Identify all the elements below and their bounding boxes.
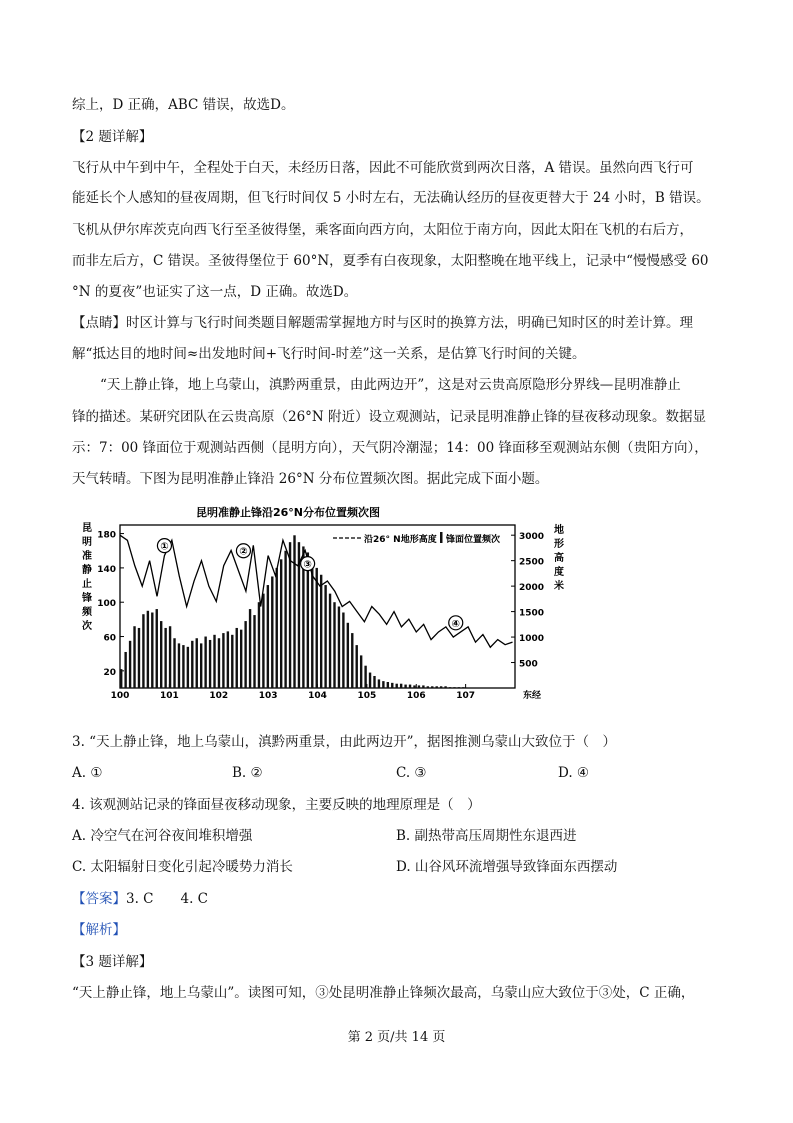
right-tick-label: 500 bbox=[519, 659, 538, 670]
frequency-bar bbox=[267, 585, 269, 688]
text-line: 综上，D 正确，ABC 错误，故选D。 bbox=[72, 97, 295, 113]
frequency-bar bbox=[329, 594, 331, 688]
location-marker-label: ② bbox=[239, 546, 248, 558]
frequency-bar bbox=[249, 609, 251, 688]
frequency-bar bbox=[333, 602, 335, 688]
question-4-stem: 4. 该观测站记录的锋面昼夜移动现象，主要反映的地理原理是（ ） bbox=[72, 797, 481, 813]
x-tick-label: 106 bbox=[406, 691, 426, 701]
frequency-bar bbox=[396, 684, 398, 688]
frequency-bar bbox=[409, 685, 411, 688]
frequency-bar bbox=[458, 687, 460, 688]
right-axis-label-char: 米 bbox=[554, 581, 564, 592]
frequency-bar bbox=[338, 607, 340, 689]
frequency-bar bbox=[449, 687, 451, 688]
q3-option-b[interactable]: B. ② bbox=[232, 765, 263, 781]
frequency-bar bbox=[142, 614, 144, 688]
frequency-bar bbox=[342, 613, 344, 688]
frequency-bar bbox=[351, 633, 353, 688]
frequency-bar bbox=[124, 652, 126, 688]
frequency-bar bbox=[169, 626, 171, 688]
frequency-bar bbox=[253, 615, 255, 688]
left-axis-label-char: 明 bbox=[82, 537, 92, 548]
frequency-bar bbox=[360, 655, 362, 688]
section-heading: 【2 题详解】 bbox=[72, 129, 153, 145]
left-axis-label-char: 止 bbox=[82, 579, 92, 590]
x-tick-label: 103 bbox=[258, 691, 278, 701]
right-tick-label: 1500 bbox=[519, 608, 545, 619]
x-tick-label: 100 bbox=[110, 691, 130, 701]
left-tick-label: 100 bbox=[97, 599, 116, 610]
frequency-bar bbox=[378, 679, 380, 688]
frequency-bar bbox=[391, 683, 393, 688]
frequency-bar bbox=[178, 643, 180, 688]
answer-line bbox=[72, 890, 208, 908]
tip-line: 【点睛】时区计算与飞行时间类题目解题需掌握地方时与区时的换算方法，明确已知时区的时差计算。理 bbox=[72, 315, 693, 331]
frequency-bar bbox=[453, 687, 455, 688]
left-axis-label-char: 静 bbox=[82, 565, 92, 576]
frequency-bar bbox=[444, 686, 446, 688]
frequency-bar bbox=[262, 594, 264, 688]
frequency-bar bbox=[404, 685, 406, 688]
frequency-bar bbox=[160, 621, 162, 688]
frequency-bar bbox=[227, 631, 229, 688]
text-line: 示：7：00 锋面位于观测站西侧（昆明方向），天气阴冷潮湿；14：00 锋面移至观测站东侧（贵阳方向）， bbox=[72, 440, 708, 456]
frequency-bar bbox=[382, 681, 384, 688]
frequency-bar bbox=[373, 676, 375, 688]
left-tick-label: 20 bbox=[103, 667, 116, 678]
answer-text: 3. C 4. C bbox=[126, 891, 209, 907]
right-axis-label-char: 地 bbox=[554, 525, 564, 536]
left-axis-label-char: 次 bbox=[82, 621, 92, 632]
q3-option-a[interactable]: A. ① bbox=[72, 765, 103, 781]
x-tick-label: 107 bbox=[456, 691, 476, 701]
text-line: 飞机从伊尔库茨克向西飞行至圣彼得堡，乘客面向西方向，太阳位于南方向，因此太阳在飞机的右后方， bbox=[72, 222, 693, 238]
frequency-bar bbox=[311, 559, 313, 688]
frequency-bar bbox=[364, 666, 366, 688]
text-line: “天上静止锋，地上乌蒙山，滇黔两重景，由此两边开”，这是对云贵高原隐形分界线—昆明准静止 bbox=[100, 377, 681, 393]
text-line: 而非左后方，C 错误。圣彼得堡位于 60°N，夏季有白夜现象，太阳整晚在地平线上，记录中“慢慢感受 60 bbox=[72, 253, 709, 269]
frequency-bar bbox=[316, 568, 318, 688]
answer-tag: 【答案】 bbox=[72, 891, 126, 907]
frequency-bar bbox=[196, 638, 198, 688]
right-axis-label-char: 度 bbox=[554, 567, 564, 578]
legend-terrain-label: 沿26° N地形高度 bbox=[364, 535, 437, 545]
right-tick-label: 1000 bbox=[519, 634, 545, 645]
question-3-stem: 3. “天上静止锋，地上乌蒙山，滇黔两重景，由此两边开”，据图推测乌蒙山大致位于（ ） bbox=[72, 734, 616, 750]
frequency-bar bbox=[289, 542, 291, 688]
frequency-bar bbox=[324, 585, 326, 688]
frequency-bar bbox=[244, 621, 246, 688]
text-line: 能延长个人感知的昼夜周期，但飞行时间仅 5 小时左右，无法确认经历的昼夜更替大于 24 小时，B 错误。 bbox=[72, 190, 710, 206]
frequency-bar bbox=[440, 686, 442, 688]
q4-option-c[interactable]: C. 太阳辐射日变化引起冷暖势力消长 bbox=[72, 859, 293, 875]
x-tick-label: 105 bbox=[357, 691, 377, 701]
frequency-bar bbox=[347, 623, 349, 688]
frequency-bar bbox=[258, 602, 260, 688]
right-tick-label: 2500 bbox=[519, 557, 545, 568]
chart-title: 昆明准静止锋沿26°N分布位置频次图 bbox=[195, 506, 381, 519]
frequency-bar bbox=[431, 686, 433, 688]
right-tick-label: 3000 bbox=[519, 532, 545, 543]
left-axis-label-char: 频 bbox=[82, 607, 92, 618]
right-axis-label-char: 形 bbox=[554, 539, 564, 550]
frequency-bar bbox=[307, 552, 309, 688]
q4-option-a[interactable]: A. 冷空气在河谷夜间堆积增强 bbox=[72, 828, 253, 844]
frequency-bar bbox=[271, 576, 273, 688]
q3-option-c[interactable]: C. ③ bbox=[396, 765, 427, 781]
text-line: “天上静止锋，地上乌蒙山”。读图可知，③处昆明准静止锋频次最高，乌蒙山应大致位于③处，C 正确， bbox=[72, 985, 695, 1001]
frequency-bar bbox=[427, 686, 429, 688]
frequency-bar bbox=[236, 628, 238, 688]
frequency-bar bbox=[200, 643, 202, 688]
frequency-bar bbox=[280, 559, 282, 688]
frequency-bar bbox=[164, 628, 166, 688]
frequency-bar bbox=[293, 535, 295, 688]
frequency-bar bbox=[413, 685, 415, 688]
frequency-bar bbox=[218, 638, 220, 688]
text-line: 解“抵达目的地时间≈出发地时间+飞行时间-时差”这一关系，是估算飞行时间的关键。 bbox=[72, 346, 586, 362]
x-tick-label: 102 bbox=[209, 691, 229, 701]
left-tick-label: 60 bbox=[103, 633, 116, 644]
analysis-tag: 【解析】 bbox=[72, 922, 126, 938]
frequency-bar bbox=[387, 682, 389, 688]
frequency-bar bbox=[138, 628, 140, 688]
frequency-bar bbox=[320, 575, 322, 688]
frequency-bar bbox=[356, 645, 358, 688]
frequency-bar bbox=[187, 647, 189, 688]
x-axis-label: 东经 bbox=[523, 691, 542, 701]
frequency-bar bbox=[191, 641, 193, 688]
frequency-bar bbox=[147, 611, 149, 688]
frequency-chart bbox=[78, 500, 564, 701]
text-line: 飞行从中午到中午，全程处于白天，未经历日落，因此不可能欣赏到两次日落，A 错误。虽然向西飞行可 bbox=[72, 160, 694, 176]
left-axis-label-char: 昆 bbox=[82, 523, 92, 534]
frequency-bar bbox=[400, 684, 402, 688]
location-marker-label: ① bbox=[160, 541, 169, 553]
text-line: 天气转晴。下图为昆明准静止锋沿 26°N 分布位置频次图。据此完成下面小题。 bbox=[72, 471, 549, 487]
frequency-bar bbox=[173, 638, 175, 688]
location-marker-label: ④ bbox=[451, 618, 460, 630]
q4-option-b[interactable]: B. 副热带高压周期性东退西进 bbox=[396, 828, 577, 844]
frequency-bar bbox=[209, 640, 211, 688]
q4-option-d[interactable]: D. 山谷风环流增强导致锋面东西摆动 bbox=[396, 859, 618, 875]
left-tick-label: 140 bbox=[97, 564, 116, 575]
q3-option-d[interactable]: D. ④ bbox=[558, 765, 590, 781]
legend-bar-swatch bbox=[440, 532, 443, 543]
frequency-bar bbox=[129, 641, 131, 688]
frequency-bar bbox=[231, 635, 233, 688]
right-axis-label-char: 高 bbox=[554, 553, 564, 564]
legend-bar-label: 锋面位置频次 bbox=[446, 535, 501, 545]
frequency-bar bbox=[182, 645, 184, 688]
frequency-bar bbox=[151, 613, 153, 688]
page-footer: 第 2 页/共 14 页 bbox=[347, 1030, 446, 1045]
frequency-bar bbox=[156, 609, 158, 688]
text-line: 锋的描述。某研究团队在云贵高原（26°N 附近）设立观测站，记录昆明准静止锋的昼夜移动现象。数据显 bbox=[72, 409, 707, 425]
right-tick-label: 2000 bbox=[519, 583, 545, 594]
frequency-bar bbox=[369, 673, 371, 688]
location-marker-label: ③ bbox=[303, 559, 312, 571]
frequency-bar bbox=[133, 626, 135, 688]
frequency-bar bbox=[120, 669, 122, 688]
frequency-bar bbox=[213, 635, 215, 688]
x-tick-label: 104 bbox=[308, 691, 327, 701]
frequency-bar bbox=[422, 685, 424, 688]
frequency-bar bbox=[204, 637, 206, 688]
left-tick-label: 180 bbox=[97, 530, 116, 541]
frequency-bar bbox=[436, 686, 438, 688]
frequency-bar bbox=[240, 630, 242, 688]
text-line: °N 的夏夜”也证实了这一点，D 正确。故选D。 bbox=[72, 284, 358, 300]
frequency-bar bbox=[284, 551, 286, 688]
left-axis-label-char: 锋 bbox=[82, 593, 92, 604]
frequency-bar bbox=[276, 568, 278, 688]
detail-3-tag: 【3 题详解】 bbox=[72, 954, 153, 970]
frequency-bar bbox=[418, 685, 420, 688]
frequency-bar bbox=[222, 633, 224, 688]
x-tick-label: 101 bbox=[159, 691, 179, 701]
frequency-bar bbox=[462, 687, 464, 688]
left-axis-label-char: 准 bbox=[82, 551, 92, 562]
